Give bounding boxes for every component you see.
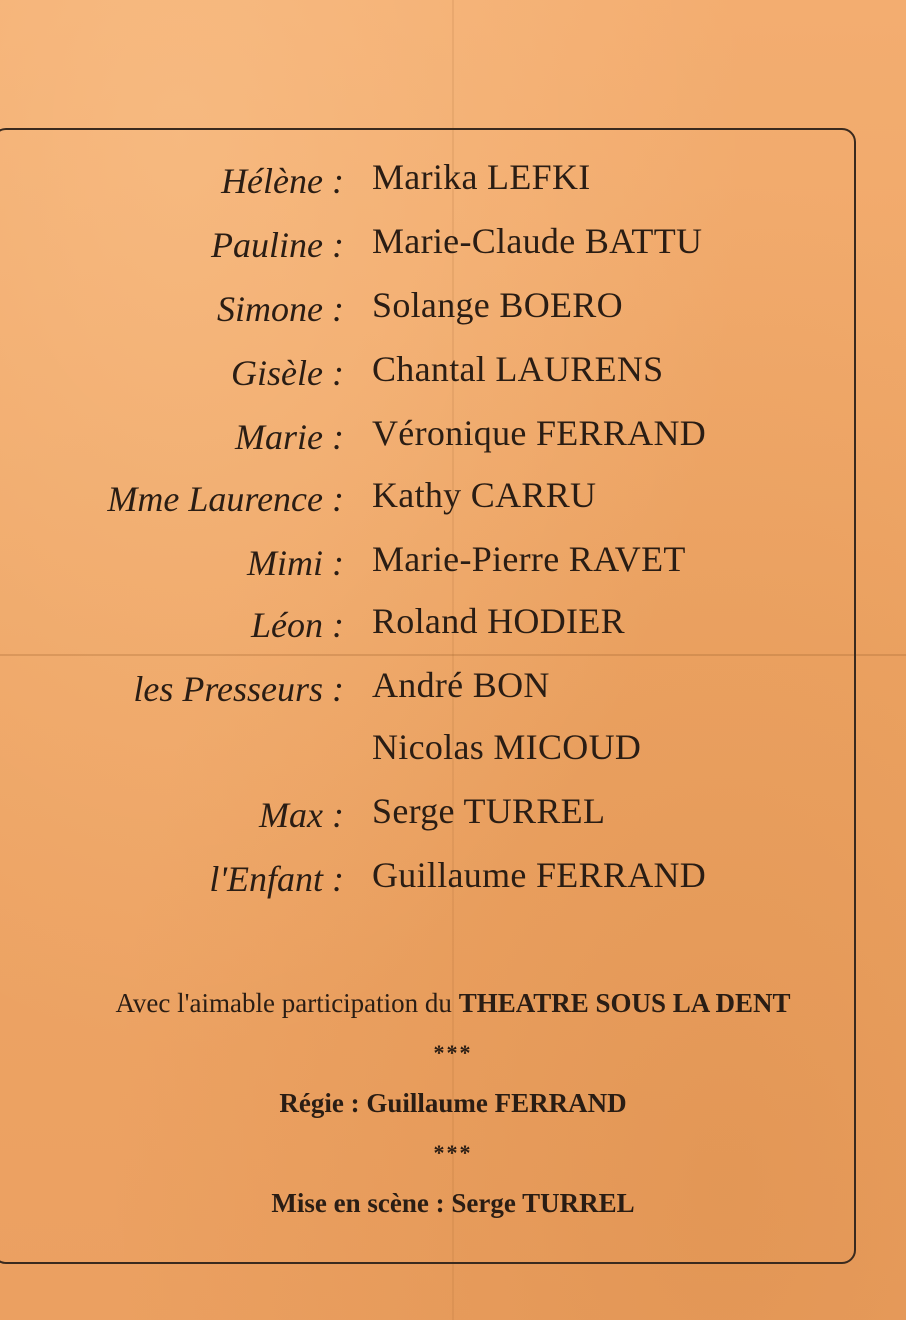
role-name: Simone : bbox=[217, 289, 344, 329]
role-name: Marie : bbox=[235, 417, 344, 457]
regie-credit: Régie : Guillaume FERRAND bbox=[279, 1088, 627, 1118]
cast-row bbox=[0, 342, 906, 402]
cast-row bbox=[0, 784, 906, 844]
actor-name: André BON bbox=[372, 665, 550, 705]
mise-en-scene-credit: Mise en scène : Serge TURREL bbox=[271, 1188, 635, 1218]
role-name: Léon : bbox=[251, 605, 344, 645]
actor-name: Véronique FERRAND bbox=[372, 413, 707, 453]
actor-name: Nicolas MICOUD bbox=[372, 727, 642, 767]
cast-row bbox=[0, 658, 906, 718]
actor-name: Guillaume FERRAND bbox=[372, 855, 707, 895]
participation-theatre-name: THEATRE SOUS LA DENT bbox=[458, 988, 791, 1018]
role-name: Hélène : bbox=[221, 161, 344, 201]
actor-name: Marie-Claude BATTU bbox=[372, 221, 703, 261]
role-name: Mme Laurence : bbox=[107, 479, 344, 519]
cast-row bbox=[0, 468, 906, 528]
role-name: Max : bbox=[259, 795, 344, 835]
actor-name: Marie-Pierre RAVET bbox=[372, 539, 686, 579]
actor-name: Marika LEFKI bbox=[372, 157, 591, 197]
cast-row bbox=[0, 720, 906, 780]
role-name: Pauline : bbox=[211, 225, 344, 265]
actor-name: Kathy CARRU bbox=[372, 475, 597, 515]
cast-row bbox=[0, 532, 906, 592]
role-name: Gisèle : bbox=[231, 353, 344, 393]
role-name: les Presseurs : bbox=[133, 669, 344, 709]
separator-stars: *** bbox=[433, 1140, 473, 1165]
cast-row bbox=[0, 150, 906, 210]
cast-row bbox=[0, 594, 906, 654]
participation-prefix: Avec l'aimable participation du bbox=[115, 988, 452, 1018]
cast-row bbox=[0, 848, 906, 908]
actor-name: Chantal LAURENS bbox=[372, 349, 664, 389]
cast-row bbox=[0, 214, 906, 274]
role-name: l'Enfant : bbox=[209, 859, 344, 899]
role-name: Mimi : bbox=[247, 543, 344, 583]
separator-stars: *** bbox=[433, 1040, 473, 1065]
actor-name: Solange BOERO bbox=[372, 285, 623, 325]
actor-name: Roland HODIER bbox=[372, 601, 625, 641]
actor-name: Serge TURREL bbox=[372, 791, 606, 831]
participation-line bbox=[0, 988, 906, 1019]
cast-row bbox=[0, 278, 906, 338]
cast-row bbox=[0, 406, 906, 466]
